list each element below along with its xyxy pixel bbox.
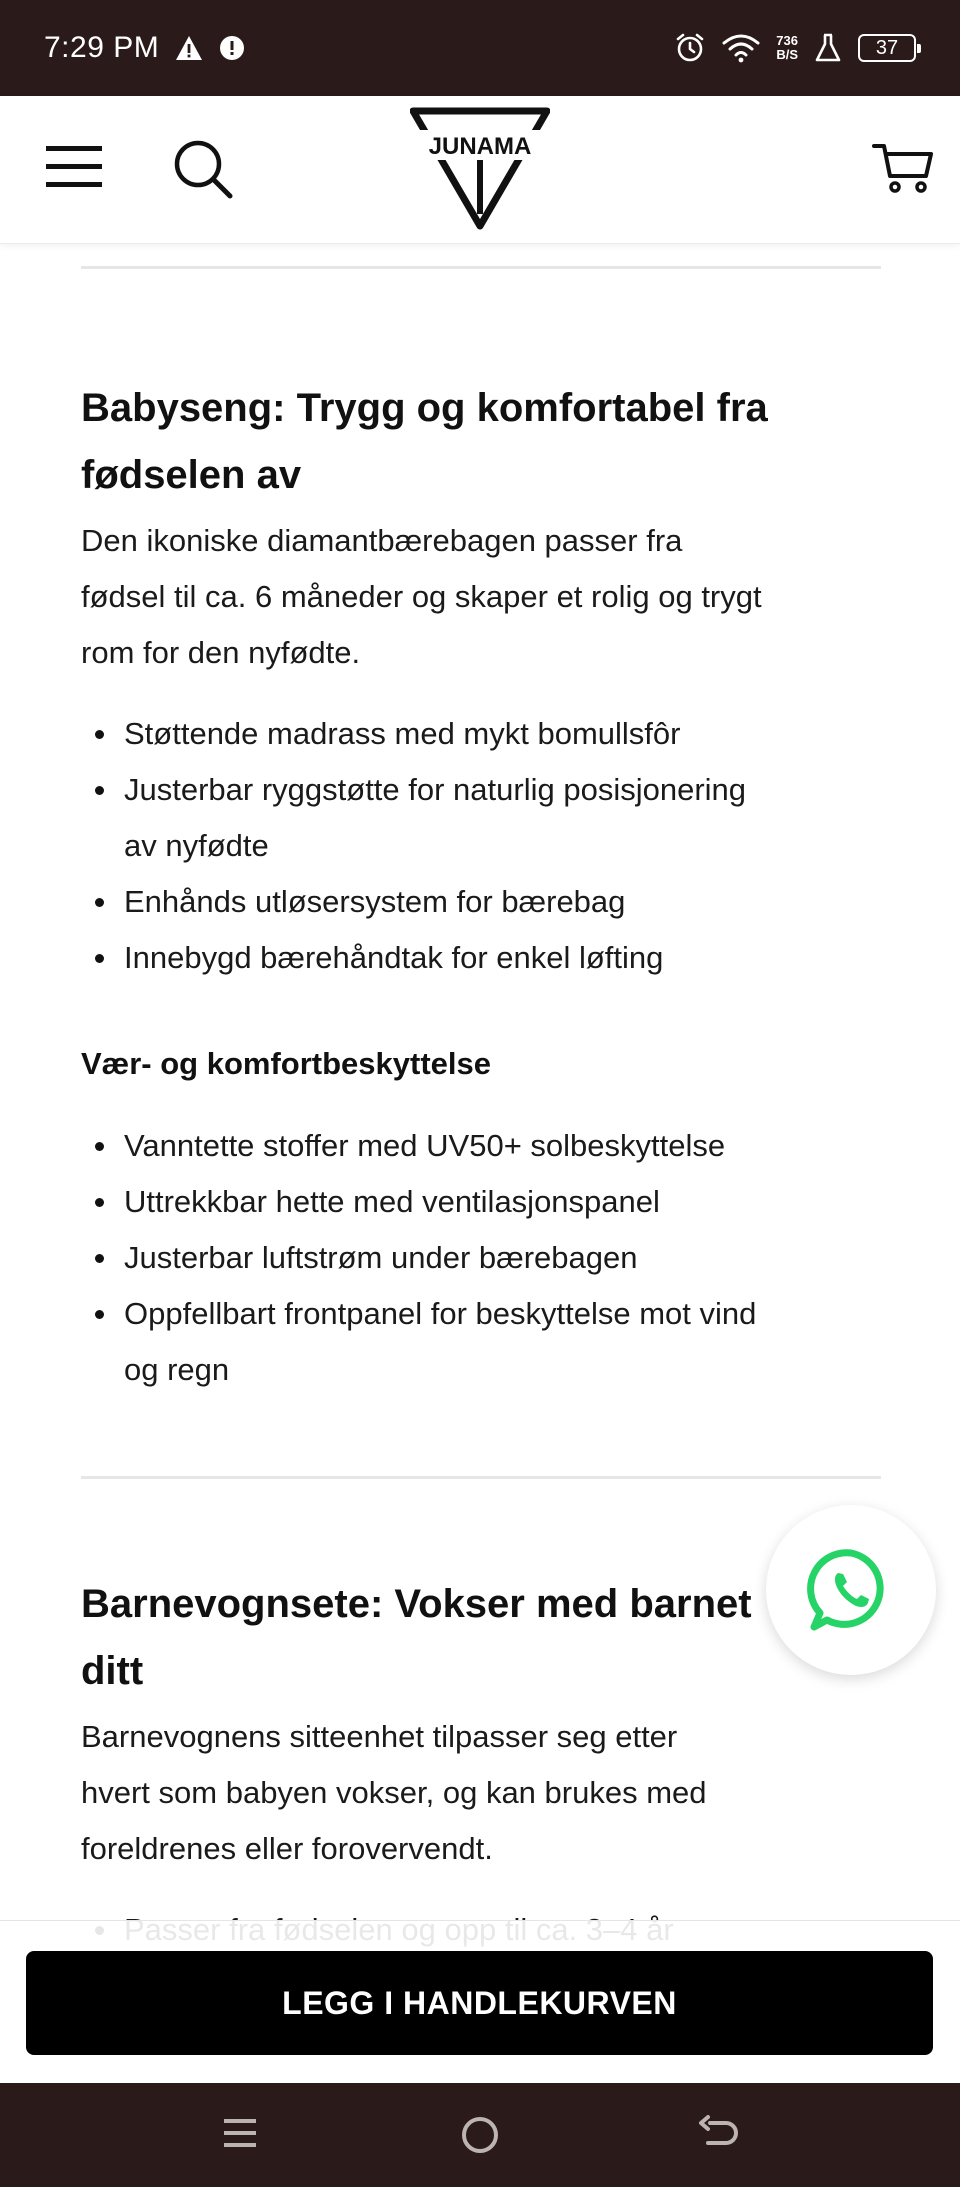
junama-logo[interactable]	[410, 106, 550, 235]
list-item: Justerbar luftstrøm under bærebagen	[81, 1230, 881, 1286]
site-header	[0, 96, 960, 244]
search-button[interactable]	[172, 138, 234, 205]
status-time: 7:29 PM	[44, 31, 160, 64]
add-to-cart-button[interactable]: LEGG I HANDLEKURVEN	[26, 1951, 933, 2055]
flask-icon	[814, 33, 842, 63]
hamburger-icon	[46, 146, 102, 188]
whatsapp-chat-button[interactable]	[766, 1505, 936, 1675]
alarm-icon	[674, 32, 706, 64]
list-item: Oppfellbart frontpanel for beskyttelse mot vind og regn	[81, 1286, 881, 1398]
junama-logo-mark	[410, 106, 550, 230]
list-item: Vanntette stoffer med UV50+ solbeskyttelse	[81, 1118, 881, 1174]
logo-text: JUNAMA	[428, 133, 532, 160]
whatsapp-icon	[806, 1545, 896, 1635]
feature-list-weather	[81, 1118, 881, 1398]
section-divider	[81, 1476, 881, 1479]
alert-icon	[219, 35, 245, 61]
list-item: Innebygd bærehåndtak for enkel løfting	[81, 930, 881, 986]
network-speed: 736 B/S	[776, 33, 798, 62]
wifi-icon	[722, 33, 760, 63]
recent-apps-icon	[220, 2113, 260, 2153]
section-subheading-weather: Vær- og komfortbeskyttelse	[81, 1046, 491, 1081]
menu-button[interactable]	[46, 146, 102, 193]
back-button[interactable]	[698, 2113, 742, 2162]
list-item: Enhånds utløsersystem for bærebag	[81, 874, 881, 930]
section-paragraph-barnevognsete: Barnevognens sitteenhet tilpasser seg etter hvert som babyen vokser, og kan brukes med foreldrenes eller forovervendt.	[81, 1719, 707, 1866]
section-paragraph-babyseng: Den ikoniske diamantbærebagen passer fra fødsel til ca. 6 måneder og skaper et rolig og trygt rom for den nyfødte.	[81, 523, 762, 670]
section-heading-barnevognsete: Barnevognsete: Vokser med barnet ditt	[81, 1582, 752, 1693]
battery-icon: 37	[858, 34, 916, 62]
recent-apps-button[interactable]	[220, 2113, 260, 2158]
home-icon	[458, 2113, 502, 2157]
section-divider	[81, 266, 881, 269]
search-icon	[172, 138, 234, 200]
status-bar	[0, 0, 960, 96]
system-navigation-bar	[0, 2083, 960, 2187]
list-item: Justerbar ryggstøtte for naturlig posisjonering av nyfødte	[81, 762, 881, 874]
home-button[interactable]	[458, 2113, 502, 2162]
feature-list-babyseng	[81, 706, 881, 986]
sticky-cart-bar	[0, 1920, 960, 2083]
section-heading-babyseng: Babyseng: Trygg og komfortabel fra fødselen av	[81, 386, 768, 497]
back-icon	[698, 2113, 742, 2157]
warning-icon	[175, 35, 203, 61]
cart-icon	[872, 142, 934, 194]
list-item: Uttrekkbar hette med ventilasjonspanel	[81, 1174, 881, 1230]
product-description	[81, 244, 881, 2014]
cart-button[interactable]	[872, 142, 934, 199]
list-item: Støttende madrass med mykt bomullsfôr	[81, 706, 881, 762]
